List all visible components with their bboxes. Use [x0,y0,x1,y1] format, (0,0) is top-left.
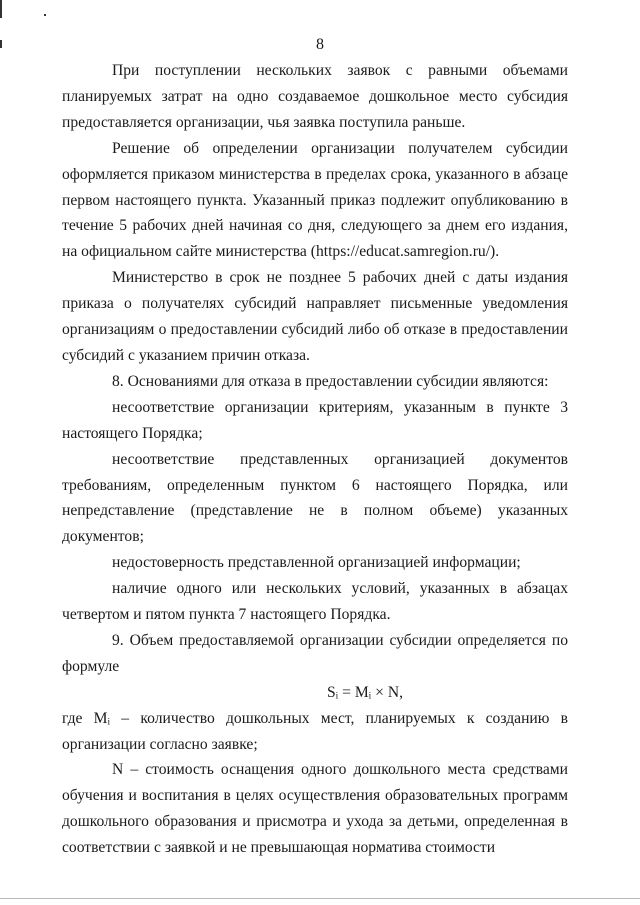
paragraph-refusal-grounds-heading: 8. Основаниями для отказа в предоставлении субсидии являются: [112,372,549,390]
paragraph-refusal-criteria: несоответствие организации критериям, указанным в пункте 3 настоящего Порядка; [62,398,568,442]
document-body [62,58,568,861]
paragraph-notification: Министерство в срок не позднее 5 рабочих дней с даты издания приказа о получателях субсидий направляет письменные уведомления организациям о предоставлении субсидий либо об отказе в предоставлении субсидий с указанием причин отказа. [62,269,568,364]
paragraph-refusal-unreliable-info: недостоверность представленной организацией информации; [112,554,521,572]
definition-mi: где Mᵢ – количество дошкольных мест, планируемых к созданию в организации согласно заявке; [62,709,568,753]
scan-mark-top [0,0,2,18]
definition-n: N – стоимость оснащения одного дошкольного места средствами обучения и воспитания в целях осуществления образовательных программ дошкольного образования и присмотра и ухода за детьми, определенная в соответствии с заявкой и не превышающая норматива стоимости [62,761,568,857]
paragraph-equal-applications: При поступлении нескольких заявок с равными объемами планируемых затрат на одно создаваемое дошкольное место субсидия предоставляется организации, чья заявка поступила раньше. [62,62,568,131]
paragraph-refusal-conditions: наличие одного или нескольких условий, указанных в абзацах четвертом и пятом пункта 7 настоящего Порядка. [62,580,568,624]
bottom-scan-line [0,898,640,899]
paragraph-refusal-documents: несоответствие представленных организацией документов требованиям, определенным пунктом 6 настоящего Порядка, или непредставление (представление не в полном объеме) указанных документов; [62,450,568,546]
scan-mark-dot [44,14,46,16]
subsidy-formula: Sᵢ = Mᵢ × N, [327,683,403,701]
paragraph-decision-order: Решение об определении организации получателем субсидии оформляется приказом министерства в пределах срока, указанного в абзаце первом настоящего пункта. Указанный приказ подлежит опубликованию в течение 5 рабочих дней начиная со дня, следующего за днем его издания, на официальном сайте министерства (https://educat.samregion.ru/). [62,139,568,261]
paragraph-subsidy-volume: 9. Объем предоставляемой организации субсидии определяется по формуле [62,631,568,675]
page-number: 8 [316,36,324,53]
